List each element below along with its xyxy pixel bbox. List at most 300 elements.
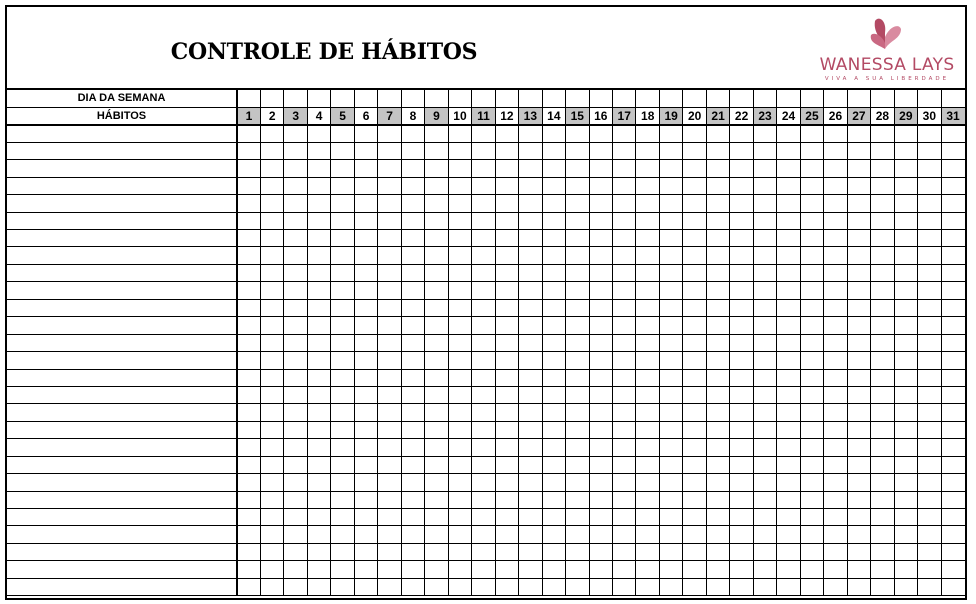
habit-check-cell[interactable] xyxy=(284,299,307,316)
habit-check-cell[interactable] xyxy=(730,578,753,595)
habit-check-cell[interactable] xyxy=(448,561,471,578)
habit-check-cell[interactable] xyxy=(706,474,729,491)
habit-check-cell[interactable] xyxy=(730,421,753,438)
habit-check-cell[interactable] xyxy=(589,142,612,159)
habit-check-cell[interactable] xyxy=(683,526,706,543)
habit-check-cell[interactable] xyxy=(237,212,260,229)
habit-check-cell[interactable] xyxy=(730,142,753,159)
habit-check-cell[interactable] xyxy=(566,561,589,578)
habit-check-cell[interactable] xyxy=(307,125,330,142)
habit-check-cell[interactable] xyxy=(636,421,659,438)
habit-check-cell[interactable] xyxy=(284,561,307,578)
weekday-cell[interactable] xyxy=(847,90,870,107)
habit-check-cell[interactable] xyxy=(284,439,307,456)
habit-check-cell[interactable] xyxy=(542,142,565,159)
weekday-cell[interactable] xyxy=(589,90,612,107)
habit-check-cell[interactable] xyxy=(495,142,518,159)
habit-check-cell[interactable] xyxy=(941,456,964,473)
habit-check-cell[interactable] xyxy=(260,299,283,316)
habit-check-cell[interactable] xyxy=(566,142,589,159)
habit-check-cell[interactable] xyxy=(331,543,354,560)
habit-check-cell[interactable] xyxy=(542,317,565,334)
habit-check-cell[interactable] xyxy=(354,561,377,578)
habit-check-cell[interactable] xyxy=(894,177,917,194)
habit-check-cell[interactable] xyxy=(260,352,283,369)
habit-check-cell[interactable] xyxy=(706,264,729,281)
habit-check-cell[interactable] xyxy=(542,160,565,177)
habit-check-cell[interactable] xyxy=(519,404,542,421)
habit-check-cell[interactable] xyxy=(284,125,307,142)
habit-check-cell[interactable] xyxy=(237,386,260,403)
habit-check-cell[interactable] xyxy=(354,264,377,281)
weekday-cell[interactable] xyxy=(542,90,565,107)
habit-check-cell[interactable] xyxy=(519,230,542,247)
habit-check-cell[interactable] xyxy=(378,561,401,578)
habit-check-cell[interactable] xyxy=(307,264,330,281)
habit-check-cell[interactable] xyxy=(448,212,471,229)
habit-check-cell[interactable] xyxy=(260,317,283,334)
habit-check-cell[interactable] xyxy=(401,386,424,403)
weekday-cell[interactable] xyxy=(307,90,330,107)
habit-check-cell[interactable] xyxy=(800,543,823,560)
habit-check-cell[interactable] xyxy=(472,247,495,264)
habit-check-cell[interactable] xyxy=(683,561,706,578)
habit-check-cell[interactable] xyxy=(941,125,964,142)
habit-check-cell[interactable] xyxy=(777,404,800,421)
habit-check-cell[interactable] xyxy=(659,160,682,177)
habit-check-cell[interactable] xyxy=(918,142,941,159)
habit-check-cell[interactable] xyxy=(472,474,495,491)
habit-check-cell[interactable] xyxy=(425,334,448,351)
habit-check-cell[interactable] xyxy=(730,247,753,264)
habit-check-cell[interactable] xyxy=(566,456,589,473)
habit-check-cell[interactable] xyxy=(918,195,941,212)
habit-check-cell[interactable] xyxy=(613,282,636,299)
habit-check-cell[interactable] xyxy=(613,474,636,491)
habit-check-cell[interactable] xyxy=(378,369,401,386)
habit-check-cell[interactable] xyxy=(237,299,260,316)
habit-check-cell[interactable] xyxy=(706,543,729,560)
habit-check-cell[interactable] xyxy=(378,352,401,369)
habit-check-cell[interactable] xyxy=(659,212,682,229)
weekday-cell[interactable] xyxy=(284,90,307,107)
habit-check-cell[interactable] xyxy=(683,421,706,438)
habit-check-cell[interactable] xyxy=(237,404,260,421)
habit-check-cell[interactable] xyxy=(542,369,565,386)
habit-check-cell[interactable] xyxy=(706,125,729,142)
habit-check-cell[interactable] xyxy=(706,526,729,543)
weekday-cell[interactable] xyxy=(331,90,354,107)
habit-check-cell[interactable] xyxy=(941,160,964,177)
habit-check-cell[interactable] xyxy=(730,439,753,456)
habit-check-cell[interactable] xyxy=(941,439,964,456)
habit-check-cell[interactable] xyxy=(472,334,495,351)
habit-check-cell[interactable] xyxy=(378,456,401,473)
habit-check-cell[interactable] xyxy=(753,474,776,491)
habit-check-cell[interactable] xyxy=(777,247,800,264)
habit-check-cell[interactable] xyxy=(589,247,612,264)
habit-check-cell[interactable] xyxy=(871,230,894,247)
habit-check-cell[interactable] xyxy=(753,212,776,229)
habit-check-cell[interactable] xyxy=(354,578,377,595)
habit-check-cell[interactable] xyxy=(260,247,283,264)
habit-check-cell[interactable] xyxy=(918,509,941,526)
habit-check-cell[interactable] xyxy=(730,177,753,194)
habit-check-cell[interactable] xyxy=(331,561,354,578)
habit-check-cell[interactable] xyxy=(354,177,377,194)
habit-check-cell[interactable] xyxy=(871,247,894,264)
habit-check-cell[interactable] xyxy=(730,195,753,212)
habit-check-cell[interactable] xyxy=(542,404,565,421)
habit-check-cell[interactable] xyxy=(800,456,823,473)
habit-check-cell[interactable] xyxy=(636,177,659,194)
habit-check-cell[interactable] xyxy=(260,334,283,351)
habit-check-cell[interactable] xyxy=(284,456,307,473)
weekday-cell[interactable] xyxy=(753,90,776,107)
habit-check-cell[interactable] xyxy=(613,299,636,316)
habit-check-cell[interactable] xyxy=(331,526,354,543)
habit-check-cell[interactable] xyxy=(894,404,917,421)
habit-check-cell[interactable] xyxy=(683,369,706,386)
habit-check-cell[interactable] xyxy=(425,509,448,526)
habit-check-cell[interactable] xyxy=(566,160,589,177)
habit-check-cell[interactable] xyxy=(519,334,542,351)
habit-check-cell[interactable] xyxy=(589,421,612,438)
habit-check-cell[interactable] xyxy=(354,125,377,142)
habit-check-cell[interactable] xyxy=(542,282,565,299)
habit-check-cell[interactable] xyxy=(566,421,589,438)
habit-check-cell[interactable] xyxy=(871,509,894,526)
habit-check-cell[interactable] xyxy=(260,142,283,159)
habit-check-cell[interactable] xyxy=(378,439,401,456)
habit-check-cell[interactable] xyxy=(448,125,471,142)
weekday-cell[interactable] xyxy=(894,90,917,107)
habit-check-cell[interactable] xyxy=(753,526,776,543)
habit-check-cell[interactable] xyxy=(448,334,471,351)
habit-check-cell[interactable] xyxy=(824,282,847,299)
habit-check-cell[interactable] xyxy=(613,317,636,334)
habit-check-cell[interactable] xyxy=(730,299,753,316)
habit-check-cell[interactable] xyxy=(425,439,448,456)
habit-check-cell[interactable] xyxy=(307,142,330,159)
habit-check-cell[interactable] xyxy=(800,299,823,316)
habit-check-cell[interactable] xyxy=(354,195,377,212)
habit-check-cell[interactable] xyxy=(706,317,729,334)
habit-check-cell[interactable] xyxy=(284,177,307,194)
habit-check-cell[interactable] xyxy=(401,160,424,177)
habit-check-cell[interactable] xyxy=(918,526,941,543)
habit-check-cell[interactable] xyxy=(331,386,354,403)
habit-check-cell[interactable] xyxy=(659,474,682,491)
habit-check-cell[interactable] xyxy=(800,526,823,543)
habit-check-cell[interactable] xyxy=(683,404,706,421)
habit-check-cell[interactable] xyxy=(847,212,870,229)
habit-check-cell[interactable] xyxy=(706,369,729,386)
habit-check-cell[interactable] xyxy=(941,334,964,351)
weekday-cell[interactable] xyxy=(566,90,589,107)
habit-check-cell[interactable] xyxy=(683,352,706,369)
habit-check-cell[interactable] xyxy=(659,509,682,526)
habit-check-cell[interactable] xyxy=(753,195,776,212)
habit-check-cell[interactable] xyxy=(706,578,729,595)
habit-check-cell[interactable] xyxy=(706,334,729,351)
habit-check-cell[interactable] xyxy=(495,369,518,386)
habit-check-cell[interactable] xyxy=(636,264,659,281)
habit-check-cell[interactable] xyxy=(519,491,542,508)
habit-check-cell[interactable] xyxy=(636,282,659,299)
habit-check-cell[interactable] xyxy=(847,509,870,526)
habit-check-cell[interactable] xyxy=(871,421,894,438)
habit-check-cell[interactable] xyxy=(566,317,589,334)
habit-check-cell[interactable] xyxy=(401,491,424,508)
habit-check-cell[interactable] xyxy=(495,230,518,247)
habit-check-cell[interactable] xyxy=(777,491,800,508)
habit-name-cell[interactable] xyxy=(7,456,237,473)
habit-check-cell[interactable] xyxy=(519,386,542,403)
habit-check-cell[interactable] xyxy=(495,386,518,403)
habit-check-cell[interactable] xyxy=(495,509,518,526)
habit-check-cell[interactable] xyxy=(683,317,706,334)
habit-check-cell[interactable] xyxy=(284,195,307,212)
habit-check-cell[interactable] xyxy=(542,578,565,595)
habit-check-cell[interactable] xyxy=(871,456,894,473)
habit-check-cell[interactable] xyxy=(636,125,659,142)
habit-check-cell[interactable] xyxy=(331,247,354,264)
habit-check-cell[interactable] xyxy=(730,282,753,299)
habit-check-cell[interactable] xyxy=(894,212,917,229)
habit-check-cell[interactable] xyxy=(636,142,659,159)
habit-check-cell[interactable] xyxy=(448,195,471,212)
habit-check-cell[interactable] xyxy=(237,125,260,142)
habit-name-cell[interactable] xyxy=(7,509,237,526)
habit-check-cell[interactable] xyxy=(307,317,330,334)
habit-check-cell[interactable] xyxy=(519,317,542,334)
habit-check-cell[interactable] xyxy=(613,404,636,421)
habit-check-cell[interactable] xyxy=(847,317,870,334)
habit-check-cell[interactable] xyxy=(894,491,917,508)
habit-check-cell[interactable] xyxy=(777,456,800,473)
habit-check-cell[interactable] xyxy=(284,543,307,560)
habit-check-cell[interactable] xyxy=(706,404,729,421)
habit-check-cell[interactable] xyxy=(871,125,894,142)
habit-check-cell[interactable] xyxy=(237,526,260,543)
habit-check-cell[interactable] xyxy=(777,264,800,281)
habit-check-cell[interactable] xyxy=(800,404,823,421)
habit-check-cell[interactable] xyxy=(542,474,565,491)
habit-check-cell[interactable] xyxy=(589,474,612,491)
habit-check-cell[interactable] xyxy=(683,299,706,316)
habit-check-cell[interactable] xyxy=(636,491,659,508)
weekday-cell[interactable] xyxy=(800,90,823,107)
habit-check-cell[interactable] xyxy=(824,334,847,351)
habit-check-cell[interactable] xyxy=(800,177,823,194)
habit-check-cell[interactable] xyxy=(683,456,706,473)
habit-check-cell[interactable] xyxy=(730,543,753,560)
habit-check-cell[interactable] xyxy=(871,177,894,194)
habit-check-cell[interactable] xyxy=(378,160,401,177)
habit-check-cell[interactable] xyxy=(777,578,800,595)
habit-check-cell[interactable] xyxy=(824,369,847,386)
habit-check-cell[interactable] xyxy=(918,247,941,264)
habit-check-cell[interactable] xyxy=(847,386,870,403)
habit-check-cell[interactable] xyxy=(472,526,495,543)
habit-check-cell[interactable] xyxy=(307,230,330,247)
habit-check-cell[interactable] xyxy=(800,561,823,578)
habit-check-cell[interactable] xyxy=(566,334,589,351)
habit-check-cell[interactable] xyxy=(613,230,636,247)
habit-check-cell[interactable] xyxy=(800,212,823,229)
habit-check-cell[interactable] xyxy=(894,125,917,142)
habit-check-cell[interactable] xyxy=(237,264,260,281)
habit-check-cell[interactable] xyxy=(331,456,354,473)
habit-check-cell[interactable] xyxy=(589,561,612,578)
habit-check-cell[interactable] xyxy=(566,195,589,212)
habit-check-cell[interactable] xyxy=(495,177,518,194)
habit-check-cell[interactable] xyxy=(425,474,448,491)
habit-check-cell[interactable] xyxy=(566,543,589,560)
habit-check-cell[interactable] xyxy=(472,421,495,438)
habit-check-cell[interactable] xyxy=(918,578,941,595)
habit-check-cell[interactable] xyxy=(495,334,518,351)
habit-check-cell[interactable] xyxy=(941,230,964,247)
habit-check-cell[interactable] xyxy=(519,578,542,595)
habit-check-cell[interactable] xyxy=(425,456,448,473)
habit-check-cell[interactable] xyxy=(871,195,894,212)
habit-check-cell[interactable] xyxy=(824,421,847,438)
habit-check-cell[interactable] xyxy=(777,509,800,526)
habit-check-cell[interactable] xyxy=(730,509,753,526)
weekday-cell[interactable] xyxy=(659,90,682,107)
habit-check-cell[interactable] xyxy=(542,195,565,212)
habit-check-cell[interactable] xyxy=(542,386,565,403)
habit-check-cell[interactable] xyxy=(730,230,753,247)
habit-check-cell[interactable] xyxy=(777,317,800,334)
habit-check-cell[interactable] xyxy=(566,299,589,316)
habit-check-cell[interactable] xyxy=(542,299,565,316)
habit-check-cell[interactable] xyxy=(824,160,847,177)
habit-check-cell[interactable] xyxy=(613,369,636,386)
habit-check-cell[interactable] xyxy=(260,177,283,194)
habit-check-cell[interactable] xyxy=(683,543,706,560)
habit-check-cell[interactable] xyxy=(331,491,354,508)
habit-check-cell[interactable] xyxy=(847,369,870,386)
habit-check-cell[interactable] xyxy=(918,421,941,438)
habit-check-cell[interactable] xyxy=(753,177,776,194)
habit-check-cell[interactable] xyxy=(824,212,847,229)
habit-check-cell[interactable] xyxy=(378,404,401,421)
habit-check-cell[interactable] xyxy=(589,491,612,508)
habit-check-cell[interactable] xyxy=(425,282,448,299)
habit-check-cell[interactable] xyxy=(284,578,307,595)
habit-check-cell[interactable] xyxy=(871,352,894,369)
habit-check-cell[interactable] xyxy=(894,264,917,281)
weekday-cell[interactable] xyxy=(448,90,471,107)
habit-check-cell[interactable] xyxy=(777,543,800,560)
habit-check-cell[interactable] xyxy=(683,264,706,281)
weekday-cell[interactable] xyxy=(871,90,894,107)
habit-check-cell[interactable] xyxy=(378,142,401,159)
habit-check-cell[interactable] xyxy=(260,421,283,438)
habit-check-cell[interactable] xyxy=(331,195,354,212)
habit-check-cell[interactable] xyxy=(613,561,636,578)
habit-check-cell[interactable] xyxy=(401,404,424,421)
habit-check-cell[interactable] xyxy=(260,160,283,177)
habit-check-cell[interactable] xyxy=(636,526,659,543)
habit-check-cell[interactable] xyxy=(941,526,964,543)
habit-check-cell[interactable] xyxy=(636,561,659,578)
habit-check-cell[interactable] xyxy=(472,491,495,508)
habit-check-cell[interactable] xyxy=(448,386,471,403)
habit-check-cell[interactable] xyxy=(918,404,941,421)
habit-check-cell[interactable] xyxy=(753,125,776,142)
habit-check-cell[interactable] xyxy=(753,509,776,526)
habit-check-cell[interactable] xyxy=(918,456,941,473)
habit-check-cell[interactable] xyxy=(777,369,800,386)
habit-check-cell[interactable] xyxy=(894,543,917,560)
habit-check-cell[interactable] xyxy=(401,334,424,351)
habit-check-cell[interactable] xyxy=(260,474,283,491)
habit-check-cell[interactable] xyxy=(871,212,894,229)
habit-check-cell[interactable] xyxy=(871,264,894,281)
habit-check-cell[interactable] xyxy=(401,125,424,142)
habit-check-cell[interactable] xyxy=(918,386,941,403)
habit-check-cell[interactable] xyxy=(425,177,448,194)
habit-check-cell[interactable] xyxy=(659,195,682,212)
habit-check-cell[interactable] xyxy=(378,247,401,264)
habit-check-cell[interactable] xyxy=(847,491,870,508)
habit-check-cell[interactable] xyxy=(941,317,964,334)
habit-check-cell[interactable] xyxy=(425,421,448,438)
habit-check-cell[interactable] xyxy=(941,543,964,560)
habit-check-cell[interactable] xyxy=(800,491,823,508)
habit-check-cell[interactable] xyxy=(659,247,682,264)
habit-check-cell[interactable] xyxy=(519,160,542,177)
habit-check-cell[interactable] xyxy=(613,526,636,543)
habit-check-cell[interactable] xyxy=(472,195,495,212)
habit-check-cell[interactable] xyxy=(613,386,636,403)
habit-check-cell[interactable] xyxy=(706,299,729,316)
habit-check-cell[interactable] xyxy=(871,282,894,299)
habit-check-cell[interactable] xyxy=(800,195,823,212)
habit-check-cell[interactable] xyxy=(331,177,354,194)
habit-check-cell[interactable] xyxy=(871,439,894,456)
habit-check-cell[interactable] xyxy=(307,160,330,177)
habit-check-cell[interactable] xyxy=(659,543,682,560)
habit-check-cell[interactable] xyxy=(331,142,354,159)
habit-check-cell[interactable] xyxy=(425,230,448,247)
habit-check-cell[interactable] xyxy=(425,491,448,508)
habit-check-cell[interactable] xyxy=(683,212,706,229)
habit-check-cell[interactable] xyxy=(824,456,847,473)
habit-check-cell[interactable] xyxy=(519,439,542,456)
habit-check-cell[interactable] xyxy=(354,543,377,560)
weekday-cell[interactable] xyxy=(378,90,401,107)
habit-check-cell[interactable] xyxy=(425,543,448,560)
habit-check-cell[interactable] xyxy=(378,195,401,212)
habit-check-cell[interactable] xyxy=(378,578,401,595)
habit-check-cell[interactable] xyxy=(307,195,330,212)
habit-name-cell[interactable] xyxy=(7,474,237,491)
habit-check-cell[interactable] xyxy=(894,386,917,403)
habit-check-cell[interactable] xyxy=(472,561,495,578)
habit-check-cell[interactable] xyxy=(307,421,330,438)
habit-check-cell[interactable] xyxy=(425,578,448,595)
habit-check-cell[interactable] xyxy=(800,160,823,177)
habit-check-cell[interactable] xyxy=(495,491,518,508)
habit-check-cell[interactable] xyxy=(237,456,260,473)
habit-check-cell[interactable] xyxy=(354,299,377,316)
habit-check-cell[interactable] xyxy=(706,230,729,247)
